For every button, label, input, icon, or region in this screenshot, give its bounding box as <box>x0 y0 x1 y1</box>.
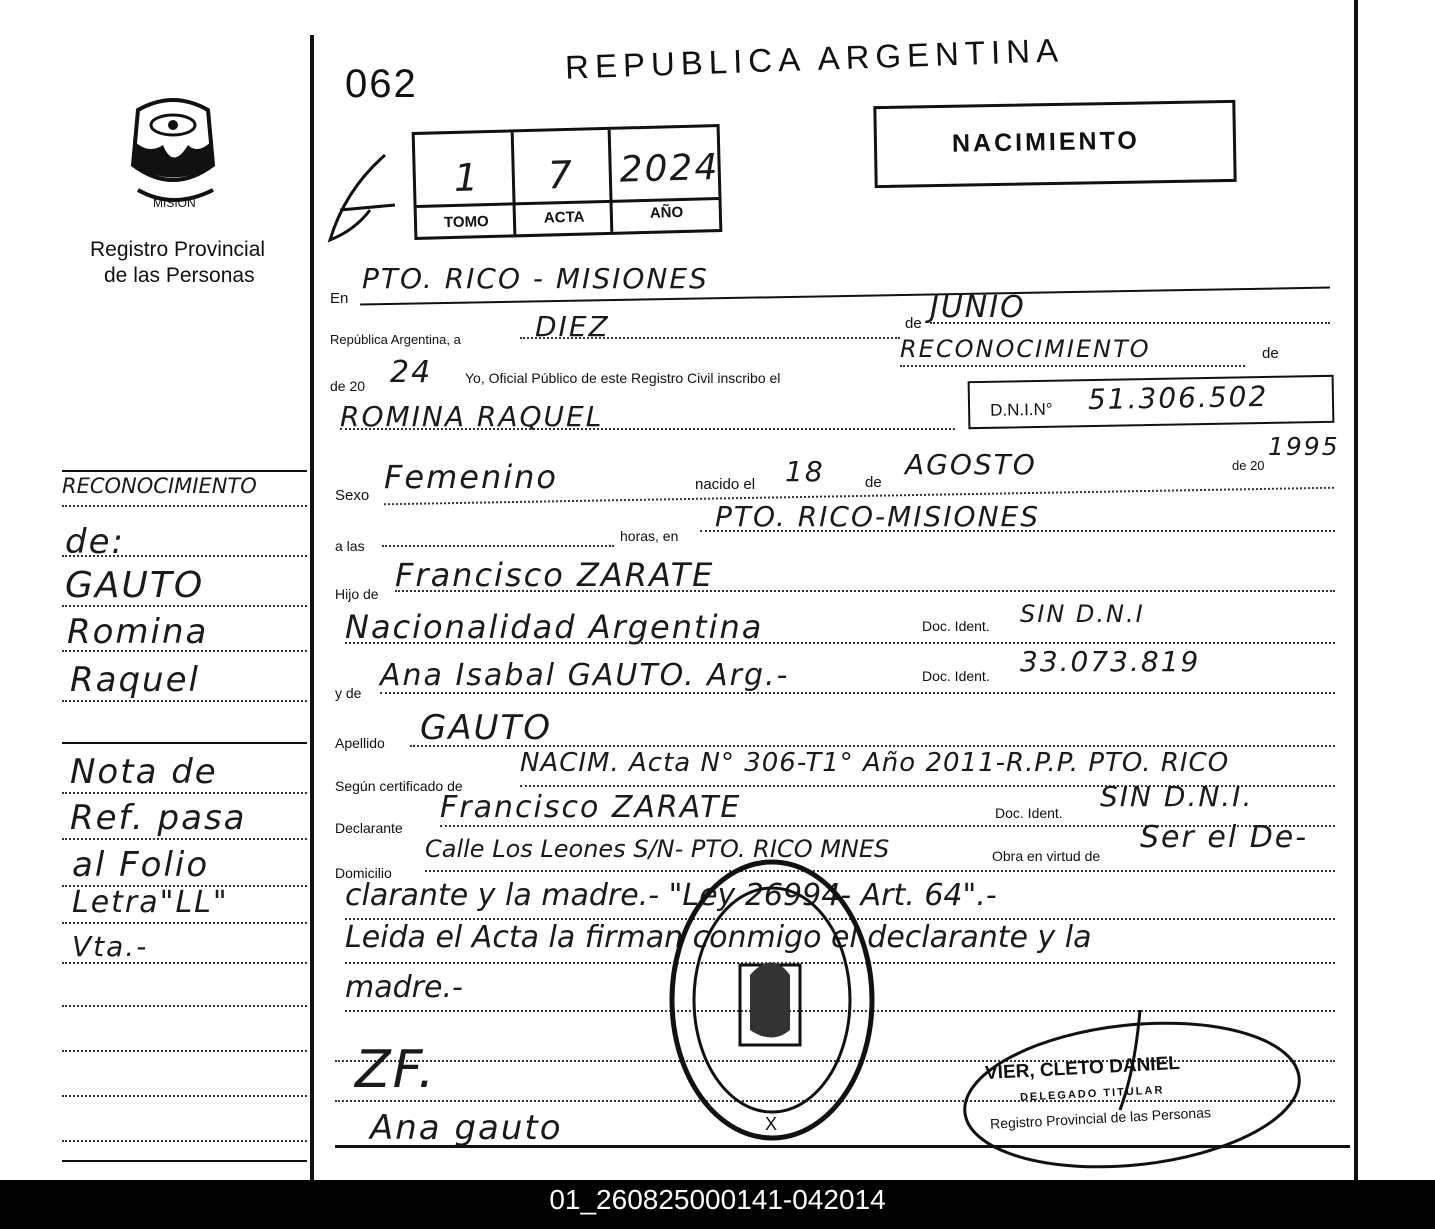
official-name: VIER, CLETO DANIEL <box>984 1052 1181 1085</box>
doc-label-3: Doc. Ident. <box>995 805 1063 821</box>
segun-label: Según certificado de <box>335 778 463 794</box>
margin-rule <box>310 35 314 1180</box>
margin-note-3: al Folio <box>72 845 210 885</box>
hijo-label: Hijo de <box>335 586 379 602</box>
obra-value: Ser el De- <box>1140 820 1309 855</box>
margin-note-1: Nota de <box>70 752 218 792</box>
domicilio-label: Domicilio <box>335 865 392 881</box>
domicilio-value: Calle Los Leones S/N- PTO. RICO MNES <box>425 835 890 863</box>
acta-label: ACTA <box>543 208 585 227</box>
initials-signature: ZF. <box>355 1040 437 1100</box>
act-type-box <box>873 100 1236 188</box>
doc-label-2: Doc. Ident. <box>922 668 990 684</box>
continuation-line-1: clarante y la madre.- "Ley 26994- Art. 64".- <box>345 878 997 913</box>
right-edge-rule <box>1354 0 1358 1180</box>
registry-name-line1: Registro Provincial <box>90 238 266 261</box>
tomo-label: TOMO <box>443 213 489 232</box>
day-value: DIEZ <box>535 310 610 343</box>
birth-place: PTO. RICO-MISIONES <box>715 500 1040 533</box>
anio-value: 2024 <box>619 147 720 191</box>
margin-recognition-3: GAUTO <box>65 565 205 606</box>
record-number: 062 <box>345 62 418 106</box>
dni-value: 51.306.502 <box>1087 379 1269 417</box>
country-title: REPUBLICA ARGENTINA <box>564 31 1065 86</box>
svg-text:X: X <box>765 1114 778 1134</box>
alas-label: a las <box>335 538 365 554</box>
dni-label: D.N.I.N° <box>989 399 1053 420</box>
year-value: 24 <box>390 355 433 390</box>
tomo-value: 1 <box>453 155 481 200</box>
birth-month: AGOSTO <box>905 448 1037 481</box>
de-label-2: de <box>1262 345 1279 362</box>
month-value: JUNIO <box>930 290 1026 325</box>
father-doc: SIN D.N.I <box>1020 600 1145 628</box>
svg-text:MISION: MISION <box>153 196 196 210</box>
continuation-line-3: madre.- <box>345 970 463 1005</box>
birth-year-prefix: de 20 <box>1232 458 1265 473</box>
person-name: ROMINA RAQUEL <box>340 400 604 433</box>
record-id-box <box>412 124 723 240</box>
mother-signature: Ana gauto <box>370 1108 563 1148</box>
mother-name: Ana Isabal GAUTO. Arg.- <box>380 658 790 693</box>
de-label-1: de <box>905 315 922 332</box>
official-title: DELEGADO TITULAR <box>1019 1084 1165 1104</box>
birth-day: 18 <box>785 455 825 488</box>
anio-label: AÑO <box>649 203 684 222</box>
obra-label: Obra en virtud de <box>992 848 1101 864</box>
act-type: NACIMIENTO <box>951 126 1141 158</box>
father-name: Francisco ZARATE <box>395 556 715 594</box>
acta-value: 7 <box>547 152 575 198</box>
margin-recognition-5: Raquel <box>70 660 200 700</box>
margin-recognition-2: de: <box>65 522 125 562</box>
en-label: En <box>330 290 349 307</box>
registry-logo <box>118 95 228 215</box>
republica-label: República Argentina, a <box>330 332 461 347</box>
document-code: 01_260825000141-042014 <box>0 1180 1435 1229</box>
official-org: Registro Provincial de las Personas <box>989 1104 1212 1132</box>
sexo-value: Femenino <box>384 458 558 496</box>
margin-recognition-1: RECONOCIMIENTO <box>62 474 257 498</box>
sexo-label: Sexo <box>335 487 370 504</box>
year-prefix: de 20 <box>330 378 366 394</box>
oficial-text: Yo, Oficial Público de este Registro Civil inscribo el <box>465 370 781 386</box>
apellido-value: GAUTO <box>420 708 553 748</box>
declarante-doc: SIN D.N.I. <box>1100 780 1254 813</box>
yde-label: y de <box>335 685 362 701</box>
inscribo-value: RECONOCIMIENTO <box>900 335 1151 363</box>
continuation-line-2: Leida el Acta la firman conmigo el declarante y la <box>345 920 1092 955</box>
declarante-label: Declarante <box>335 820 403 836</box>
nationality: Nacionalidad Argentina <box>345 608 764 646</box>
en-value: PTO. RICO - MISIONES <box>362 262 709 295</box>
mother-doc: 33.073.819 <box>1020 645 1201 678</box>
margin-note-2: Ref. pasa <box>70 798 247 838</box>
declarante-value: Francisco ZARATE <box>440 790 742 825</box>
horas-label: horas, en <box>620 528 679 544</box>
official-seal <box>665 855 880 1145</box>
birth-year: 1995 <box>1268 432 1340 461</box>
dni-box <box>968 375 1335 429</box>
margin-note-5: Vta.- <box>72 930 149 963</box>
registrar-scribble <box>315 150 405 260</box>
registry-name-line2: de las Personas <box>104 264 255 287</box>
de-label-3: de <box>865 474 882 491</box>
margin-recognition-4: Romina <box>67 612 209 652</box>
margin-note-4: Letra"LL" <box>72 885 229 920</box>
apellido-label: Apellido <box>335 735 385 751</box>
segun-value: NACIM. Acta N° 306-T1° Año 2011-R.P.P. PTO. RICO <box>520 748 1230 778</box>
doc-label-1: Doc. Ident. <box>922 618 990 634</box>
nacido-label: nacido el <box>695 476 756 493</box>
